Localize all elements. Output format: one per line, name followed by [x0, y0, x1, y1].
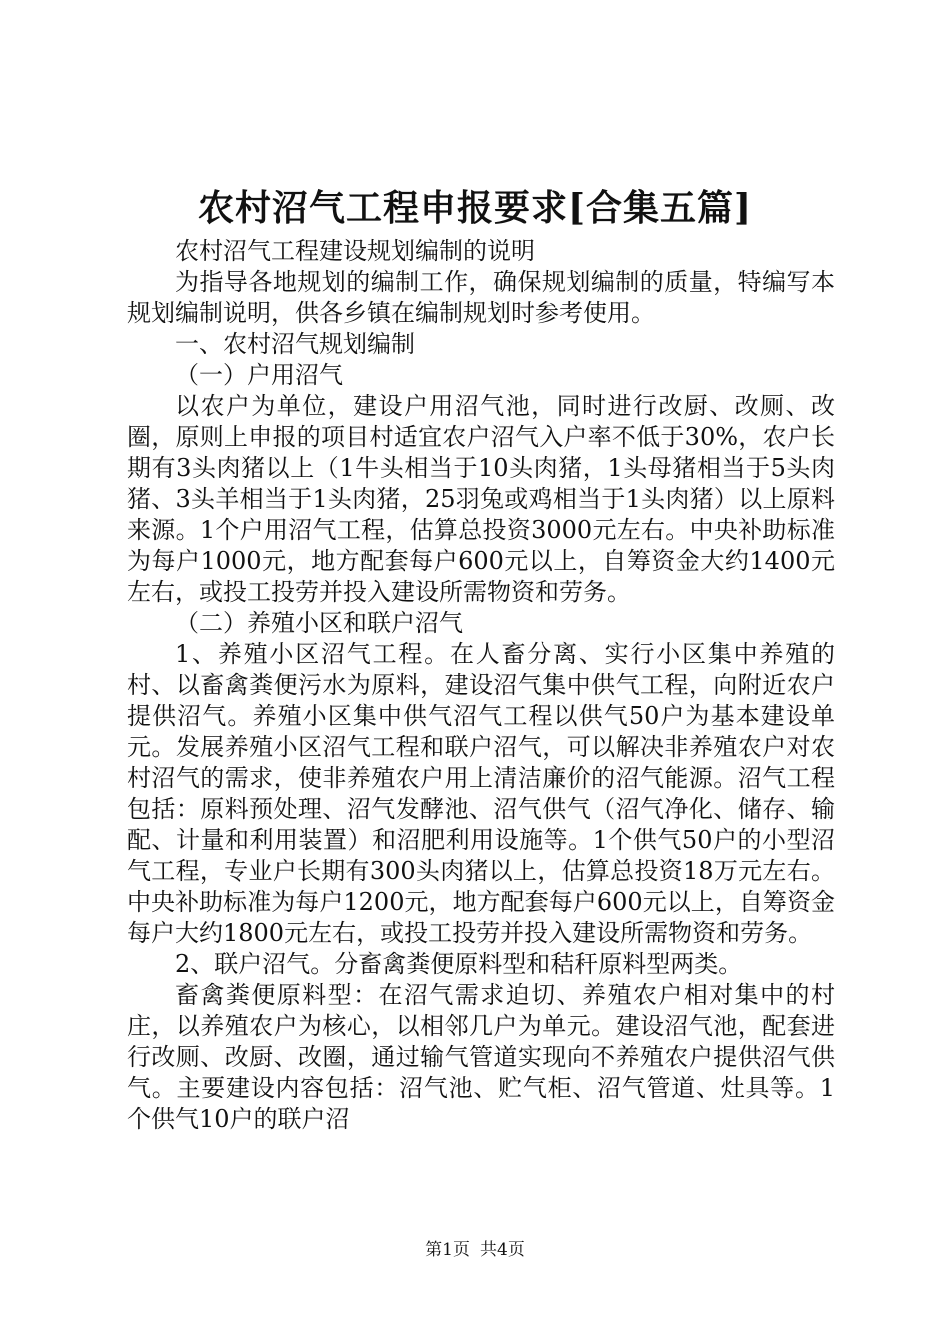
page-number: 第1页: [425, 1240, 470, 1260]
page-footer: [0, 1238, 950, 1262]
paragraph-breeding-project: 1、养殖小区沼气工程。在人畜分离、实行小区集中养殖的村、以畜禽粪便污水为原料，建设沼气集中供气工程，向附近农户提供沼气。养殖小区集中供气沼气工程以供气50户为基本建设单元。发展养殖小区沼气工程和联户沼气，可以解决非养殖农户对农村沼气的需求，使非养殖农户用上清洁廉价的沼气能源。沼气工程包括：原料预处理、沼气发酵池、沼气供气（沼气净化、储存、输配、计量和利用装置）和沼肥利用设施等。1个供气50户的小型沼气工程，专业户长期有300头肉猪以上，估算总投资18万元左右。中央补助标准为每户1200元，地方配套每户600元以上，自筹资金每户大约1800元左右，或投工投劳并投入建设所需物资和劳务。: [127, 640, 835, 947]
paragraph-purpose: 为指导各地规划的编制工作，确保规划编制的质量，特编写本规划编制说明，供各乡镇在编制规划时参考使用。: [127, 268, 835, 327]
paragraph-household-biogas: 以农户为单位，建设户用沼气池，同时进行改厨、改厕、改圈，原则上申报的项目村适宜农户沼气入户率不低于30%，农户长期有3头肉猪以上（1牛头相当于10头肉猪，1头母猪相当于5头肉猪、3头羊相当于1头肉猪，25羽兔或鸡相当于1头肉猪）以上原料来源。1个户用沼气工程，估算总投资3000元左右。中央补助标准为每户1000元，地方配套每户600元以上，自筹资金大约1400元左右，或投工投劳并投入建设所需物资和劳务。: [127, 392, 835, 606]
subsection-heading-household: （一）户用沼气: [175, 361, 343, 389]
paragraph-manure-type: 畜禽粪便原料型：在沼气需求迫切、养殖农户相对集中的村庄，以养殖农户为核心，以相邻几户为单元。建设沼气池，配套进行改厕、改厨、改圈，通过输气管道实现向不养殖农户提供沼气供气。主要建设内容包括：沼气池、贮气柜、沼气管道、灶具等。1个供气10户的联户沼: [127, 981, 835, 1133]
section-heading-1: 一、农村沼气规划编制: [175, 330, 415, 358]
paragraph-heading-intro: 农村沼气工程建设规划编制的说明: [175, 237, 535, 265]
page-total: 共4页: [480, 1240, 525, 1260]
document-body: [127, 236, 835, 1135]
subsection-heading-breeding: （二）养殖小区和联户沼气: [175, 609, 463, 637]
paragraph-joint-biogas: 2、联户沼气。分畜禽粪便原料型和秸秆原料型两类。: [175, 950, 743, 978]
document-title: 农村沼气工程申报要求[合集五篇]: [197, 187, 753, 229]
